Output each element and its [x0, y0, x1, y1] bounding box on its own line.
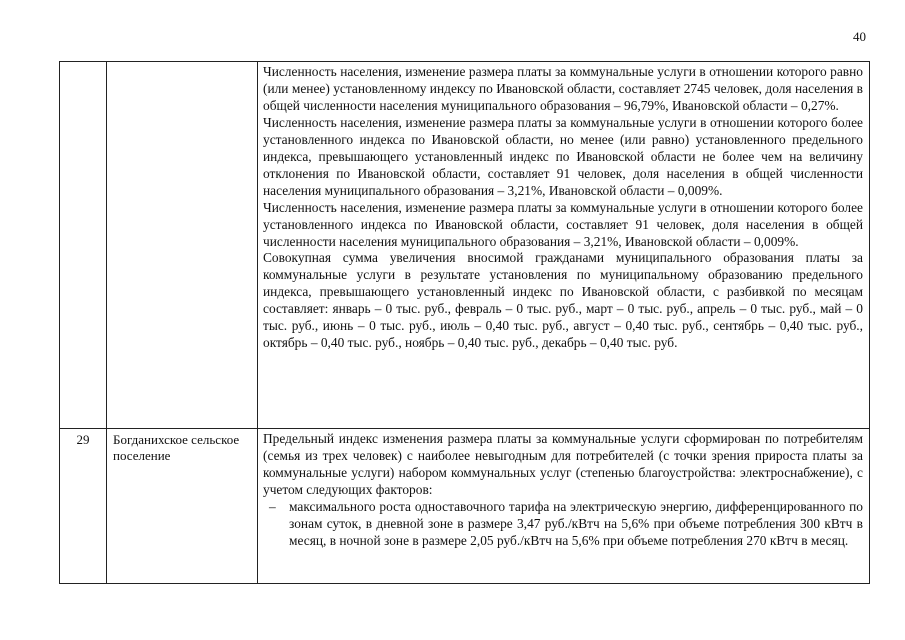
description-cell: [258, 429, 870, 584]
factor-item: [263, 499, 863, 550]
row-number-cell: [60, 62, 107, 429]
table-row: [60, 429, 870, 584]
list-marker: –: [269, 498, 276, 514]
paragraph: Численность населения, изменение размера платы за коммунальные услуги в отношении которого более установленного индекса по Ивановской области, но менее (или равно) установленного предельного индекса, превышающего установленный индекс по Ивановской области не более чем на величину отклонения по Ивановской области, составляет 91 человек, доля населения в общей численности населения муниципального образования – 3,21%, Ивановской области – 0,009%.: [263, 114, 863, 198]
content-table: [59, 61, 870, 584]
paragraph: Совокупная сумма увеличения вносимой гражданами муниципального образования платы за коммунальные услуги в результате установления по муниципальному образованию предельного индекса, превышающего установленный индекс по Ивановской области, с разбивкой по месяцам составляет: январь – 0 тыс. руб., февраль – 0 тыс. руб., март – 0 тыс. руб., апрель – 0 тыс. руб., май – 0 тыс. руб., июнь – 0 тыс. руб., июль – 0,40 тыс. руб., август – 0,40 тыс. руб., сентябрь – 0,40 тыс. руб., октябрь – 0,40 тыс. руб., ноябрь – 0,40 тыс. руб., декабрь – 0,40 тыс. руб.: [263, 250, 863, 351]
table-row: [60, 62, 870, 429]
factors-list: [263, 499, 863, 550]
paragraph: Предельный индекс изменения размера платы за коммунальные услуги сформирован по потребителям (семья из трех человек) с наиболее невыгодным для потребителей (с точки зрения прироста платы за коммунальные услуги) набором коммунальных услуг (степенью благоустройства: электроснабжение), с учетом следующих факторов:: [263, 431, 863, 497]
page-number: 40: [853, 29, 866, 44]
paragraph: Численность населения, изменение размера платы за коммунальные услуги в отношении которого более установленного индекса по Ивановской области, составляет 91 человек, доля населения в общей численности населения муниципального образования – 3,21%, Ивановской области – 0,009%.: [263, 199, 863, 249]
municipality-name-cell: Богданихское сельское поселение: [107, 429, 258, 584]
factor-text: максимального роста одноставочного тарифа на электрическую энергию, дифференцированного по зонам суток, в дневной зоне в размере 3,47 руб./кВтч на 5,6% при объеме потребления 300 кВтч в месяц, в ночной зоне в размере 2,05 руб./кВтч на 5,6% при объеме потребления 270 кВтч в месяц.: [289, 498, 863, 548]
description-cell: [258, 62, 870, 429]
paragraph: Численность населения, изменение размера платы за коммунальные услуги в отношении которого равно (или менее) установленному индексу по Ивановской области, составляет 2745 человек, доля населения в общей численности населения муниципального образования – 96,79%, Ивановской области – 0,27%.: [263, 64, 863, 113]
row-number-cell: 29: [60, 429, 107, 584]
municipality-name-cell: [107, 62, 258, 429]
